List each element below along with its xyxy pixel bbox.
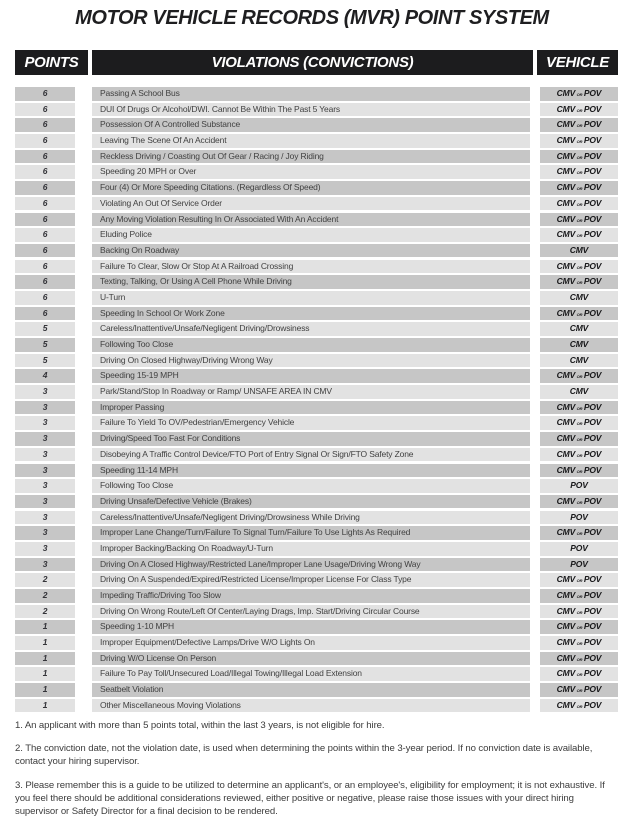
- table-row: [15, 542, 618, 556]
- vehicle-or-separator: or: [576, 107, 583, 114]
- points-cell: 6: [15, 150, 75, 164]
- vehicle-or-separator: or: [576, 139, 583, 146]
- violation-cell: Driving On A Closed Highway/Restricted Lane/Improper Lane Usage/Driving Wrong Way: [92, 558, 530, 572]
- points-cell: 6: [15, 197, 75, 211]
- violation-cell: Violating An Out Of Service Order: [92, 197, 530, 211]
- vehicle-cell: CMV or POV: [540, 118, 618, 132]
- table-row: [15, 307, 618, 321]
- points-cell: 1: [15, 699, 75, 713]
- points-cell: 5: [15, 354, 75, 368]
- vehicle-cell: CMV or POV: [540, 165, 618, 179]
- violation-cell: U-Turn: [92, 291, 530, 305]
- table-row: [15, 322, 618, 336]
- vehicle-or-separator: or: [576, 233, 583, 240]
- table-row: [15, 479, 618, 493]
- points-cell: 6: [15, 87, 75, 101]
- vehicle-or-separator: or: [576, 186, 583, 193]
- violation-cell: Leaving The Scene Of An Accident: [92, 134, 530, 148]
- vehicle-cell: CMV or POV: [540, 150, 618, 164]
- violation-cell: Four (4) Or More Speeding Citations. (Regardless Of Speed): [92, 181, 530, 195]
- table-row: [15, 369, 618, 383]
- table-row: [15, 589, 618, 603]
- violation-cell: Impeding Traffic/Driving Too Slow: [92, 589, 530, 603]
- vehicle-cell: CMV or POV: [540, 87, 618, 101]
- table-row: [15, 103, 618, 117]
- points-cell: 3: [15, 495, 75, 509]
- table-row: [15, 605, 618, 619]
- table-row: [15, 118, 618, 132]
- violation-cell: Speeding 1-10 MPH: [92, 620, 530, 634]
- table-row: [15, 213, 618, 227]
- table-row: [15, 432, 618, 446]
- vehicle-or-separator: or: [576, 437, 583, 444]
- vehicle-or-separator: or: [576, 578, 583, 585]
- vehicle-cell: CMV or POV: [540, 636, 618, 650]
- violation-cell: Speeding 20 MPH or Over: [92, 165, 530, 179]
- violation-cell: Improper Passing: [92, 401, 530, 415]
- vehicle-or-separator: or: [576, 280, 583, 287]
- vehicle-cell: CMV or POV: [540, 667, 618, 681]
- column-header-vehicle: VEHICLE: [537, 50, 618, 75]
- points-cell: 6: [15, 275, 75, 289]
- violation-cell: Driving On Wrong Route/Left Of Center/Laying Drags, Imp. Start/Driving Circular Course: [92, 605, 530, 619]
- vehicle-or-separator: or: [576, 170, 583, 177]
- points-cell: 1: [15, 652, 75, 666]
- vehicle-cell: CMV or POV: [540, 683, 618, 697]
- points-cell: 3: [15, 479, 75, 493]
- vehicle-cell: CMV: [540, 244, 618, 258]
- points-cell: 6: [15, 260, 75, 274]
- vehicle-cell: CMV or POV: [540, 620, 618, 634]
- violation-cell: Backing On Roadway: [92, 244, 530, 258]
- points-cell: 2: [15, 589, 75, 603]
- points-cell: 6: [15, 103, 75, 117]
- table-row: [15, 87, 618, 101]
- violation-cell: Driving W/O License On Person: [92, 652, 530, 666]
- vehicle-cell: CMV or POV: [540, 369, 618, 383]
- vehicle-or-separator: or: [576, 703, 583, 710]
- table-row: [15, 338, 618, 352]
- table-row: [15, 620, 618, 634]
- points-cell: 3: [15, 401, 75, 415]
- violation-cell: Failure To Yield To OV/Pedestrian/Emergency Vehicle: [92, 416, 530, 430]
- vehicle-cell: CMV or POV: [540, 526, 618, 540]
- violation-cell: Reckless Driving / Coasting Out Of Gear / Racing / Joy Riding: [92, 150, 530, 164]
- table-row: [15, 197, 618, 211]
- points-cell: 2: [15, 573, 75, 587]
- vehicle-cell: CMV: [540, 385, 618, 399]
- table-row: [15, 683, 618, 697]
- violation-cell: DUI Of Drugs Or Alcohol/DWI. Cannot Be Within The Past 5 Years: [92, 103, 530, 117]
- violation-cell: Driving Unsafe/Defective Vehicle (Brakes): [92, 495, 530, 509]
- vehicle-or-separator: or: [576, 311, 583, 318]
- table-row: [15, 526, 618, 540]
- vehicle-cell: CMV or POV: [540, 307, 618, 321]
- footnote-2: 2. The conviction date, not the violation date, is used when determining the points within the 3-year period. If no conviction date is available, contact your hiring supervisor.: [15, 743, 593, 768]
- vehicle-cell: CMV or POV: [540, 401, 618, 415]
- vehicle-cell: POV: [540, 542, 618, 556]
- points-cell: 6: [15, 244, 75, 258]
- vehicle-cell: CMV or POV: [540, 134, 618, 148]
- vehicle-or-separator: or: [576, 201, 583, 208]
- violation-cell: Eluding Police: [92, 228, 530, 242]
- points-cell: 6: [15, 118, 75, 132]
- table-row: [15, 699, 618, 713]
- table-row: [15, 416, 618, 430]
- vehicle-cell: CMV or POV: [540, 573, 618, 587]
- points-cell: 3: [15, 416, 75, 430]
- violation-cell: Texting, Talking, Or Using A Cell Phone While Driving: [92, 275, 530, 289]
- vehicle-or-separator: or: [576, 688, 583, 695]
- vehicle-cell: CMV or POV: [540, 275, 618, 289]
- vehicle-or-separator: or: [576, 452, 583, 459]
- points-cell: 3: [15, 448, 75, 462]
- violation-cell: Driving/Speed Too Fast For Conditions: [92, 432, 530, 446]
- violation-cell: Any Moving Violation Resulting In Or Associated With An Accident: [92, 213, 530, 227]
- points-cell: 6: [15, 165, 75, 179]
- table-row: [15, 667, 618, 681]
- table-row: [15, 401, 618, 415]
- vehicle-or-separator: or: [576, 123, 583, 130]
- violation-cell: Failure To Clear, Slow Or Stop At A Railroad Crossing: [92, 260, 530, 274]
- table-row: [15, 181, 618, 195]
- table-row: [15, 636, 618, 650]
- table-row: [15, 511, 618, 525]
- vehicle-cell: POV: [540, 511, 618, 525]
- vehicle-cell: CMV or POV: [540, 416, 618, 430]
- violation-cell: Passing A School Bus: [92, 87, 530, 101]
- violation-cell: Disobeying A Traffic Control Device/FTO Port of Entry Signal Or Sign/FTO Safety Zone: [92, 448, 530, 462]
- vehicle-or-separator: or: [576, 625, 583, 632]
- violation-cell: Following Too Close: [92, 479, 530, 493]
- page-title: MOTOR VEHICLE RECORDS (MVR) POINT SYSTEM: [75, 7, 549, 29]
- vehicle-or-separator: or: [576, 656, 583, 663]
- vehicle-or-separator: or: [576, 92, 583, 98]
- points-cell: 3: [15, 432, 75, 446]
- points-cell: 3: [15, 558, 75, 572]
- table-row: [15, 448, 618, 462]
- violation-cell: Careless/Inattentive/Unsafe/Negligent Driving/Drowsiness While Driving: [92, 511, 530, 525]
- vehicle-cell: CMV: [540, 338, 618, 352]
- points-cell: 5: [15, 338, 75, 352]
- table-header-row: [15, 50, 618, 75]
- violation-cell: Speeding 11-14 MPH: [92, 464, 530, 478]
- points-cell: 3: [15, 526, 75, 540]
- table-row: [15, 165, 618, 179]
- vehicle-cell: CMV or POV: [540, 181, 618, 195]
- column-header-violations: VIOLATIONS (CONVICTIONS): [92, 50, 533, 75]
- vehicle-cell: POV: [540, 479, 618, 493]
- table-row: [15, 354, 618, 368]
- points-cell: 1: [15, 620, 75, 634]
- table-row: [15, 260, 618, 274]
- violation-cell: Driving On A Suspended/Expired/Restricted License/Improper License For Class Type: [92, 573, 530, 587]
- vehicle-cell: CMV or POV: [540, 260, 618, 274]
- vehicle-or-separator: or: [576, 374, 583, 381]
- points-cell: 1: [15, 636, 75, 650]
- violation-cell: Seatbelt Violation: [92, 683, 530, 697]
- points-cell: 6: [15, 213, 75, 227]
- table-row: [15, 150, 618, 164]
- table-row: [15, 275, 618, 289]
- points-cell: 1: [15, 667, 75, 681]
- violation-cell: Speeding 15-19 MPH: [92, 369, 530, 383]
- vehicle-or-separator: or: [576, 217, 583, 224]
- vehicle-or-separator: or: [576, 641, 583, 648]
- table-row: [15, 573, 618, 587]
- violation-cell: Driving On Closed Highway/Driving Wrong Way: [92, 354, 530, 368]
- vehicle-cell: CMV: [540, 291, 618, 305]
- violation-cell: Speeding In School Or Work Zone: [92, 307, 530, 321]
- column-header-points: POINTS: [15, 50, 88, 75]
- points-cell: 3: [15, 385, 75, 399]
- vehicle-or-separator: or: [576, 499, 583, 506]
- vehicle-cell: CMV or POV: [540, 432, 618, 446]
- table-row: [15, 134, 618, 148]
- vehicle-or-separator: or: [576, 609, 583, 616]
- points-cell: 3: [15, 511, 75, 525]
- table-body: [15, 87, 618, 715]
- footnotes: [15, 719, 612, 818]
- vehicle-or-separator: or: [576, 405, 583, 412]
- table-row: [15, 385, 618, 399]
- points-cell: 2: [15, 605, 75, 619]
- vehicle-or-separator: or: [576, 672, 583, 679]
- footnote-3: 3. Please remember this is a guide to be utilized to determine an applicant's, or an employee's, eligibility for employment; it is not exhaustive. If you feel there should be additional considerations reviewed, either positive or negative, please raise those issues with your direct hiring supervisor or Safety Director for a final decision to be rendered.: [15, 779, 605, 818]
- table-row: [15, 495, 618, 509]
- points-cell: 6: [15, 228, 75, 242]
- vehicle-cell: POV: [540, 558, 618, 572]
- vehicle-cell: CMV or POV: [540, 495, 618, 509]
- violation-cell: Improper Lane Change/Turn/Failure To Signal Turn/Failure To Use Lights As Required: [92, 526, 530, 540]
- violation-cell: Park/Stand/Stop In Roadway or Ramp/ UNSAFE AREA IN CMV: [92, 385, 530, 399]
- points-cell: 4: [15, 369, 75, 383]
- vehicle-cell: CMV or POV: [540, 448, 618, 462]
- vehicle-cell: CMV or POV: [540, 103, 618, 117]
- vehicle-cell: CMV or POV: [540, 464, 618, 478]
- vehicle-or-separator: or: [576, 154, 583, 161]
- violation-cell: Possession Of A Controlled Substance: [92, 118, 530, 132]
- points-cell: 3: [15, 542, 75, 556]
- points-cell: 3: [15, 464, 75, 478]
- vehicle-cell: CMV: [540, 322, 618, 336]
- violation-cell: Failure To Pay Toll/Unsecured Load/Illegal Towing/Illegal Load Extension: [92, 667, 530, 681]
- vehicle-cell: CMV: [540, 354, 618, 368]
- vehicle-cell: CMV or POV: [540, 228, 618, 242]
- violation-cell: Improper Backing/Backing On Roadway/U-Turn: [92, 542, 530, 556]
- vehicle-cell: CMV or POV: [540, 699, 618, 713]
- violation-cell: Other Miscellaneous Moving Violations: [92, 699, 530, 713]
- table-row: [15, 464, 618, 478]
- points-cell: 6: [15, 307, 75, 321]
- vehicle-or-separator: or: [576, 531, 583, 538]
- vehicle-or-separator: or: [576, 468, 583, 475]
- points-cell: 6: [15, 181, 75, 195]
- table-row: [15, 228, 618, 242]
- points-cell: 1: [15, 683, 75, 697]
- violation-cell: Careless/Inattentive/Unsafe/Negligent Driving/Drowsiness: [92, 322, 530, 336]
- points-cell: 6: [15, 134, 75, 148]
- vehicle-cell: CMV or POV: [540, 589, 618, 603]
- vehicle-cell: CMV or POV: [540, 213, 618, 227]
- vehicle-cell: CMV or POV: [540, 652, 618, 666]
- vehicle-cell: CMV or POV: [540, 197, 618, 211]
- points-cell: 5: [15, 322, 75, 336]
- points-cell: 6: [15, 291, 75, 305]
- vehicle-or-separator: or: [576, 421, 583, 428]
- table-row: [15, 652, 618, 666]
- violation-cell: Improper Equipment/Defective Lamps/Drive W/O Lights On: [92, 636, 530, 650]
- footnote-1: 1. An applicant with more than 5 points total, within the last 3 years, is not eligible for hire.: [15, 720, 385, 731]
- vehicle-or-separator: or: [576, 594, 583, 600]
- table-row: [15, 291, 618, 305]
- table-row: [15, 244, 618, 258]
- table-row: [15, 558, 618, 572]
- vehicle-or-separator: or: [576, 264, 583, 271]
- violation-cell: Following Too Close: [92, 338, 530, 352]
- vehicle-cell: CMV or POV: [540, 605, 618, 619]
